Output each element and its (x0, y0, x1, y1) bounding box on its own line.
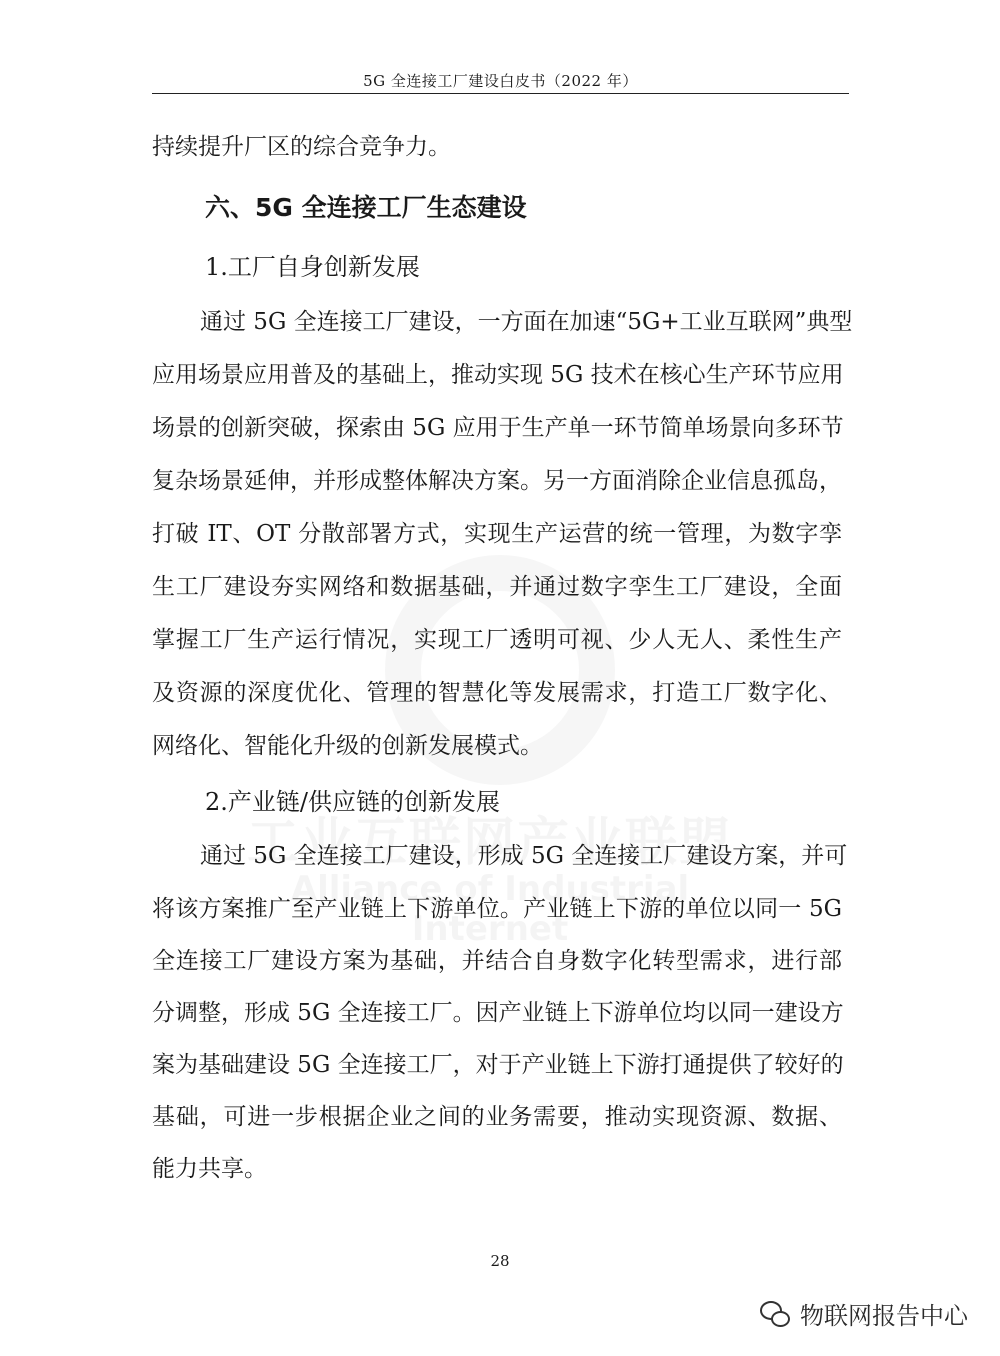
footer-brand (760, 1296, 968, 1331)
header-divider (152, 93, 849, 94)
paragraph-line: 能力共享。 (152, 1156, 267, 1182)
paragraph-line: 案为基础建设 5G 全连接工厂，对于产业链上下游打通提供了较好的 (152, 1052, 844, 1078)
wechat-icon (760, 1301, 790, 1327)
page-number: 28 (490, 1252, 510, 1270)
paragraph-line: 复杂场景延伸，并形成整体解决方案。另一方面消除企业信息孤岛， (152, 468, 842, 494)
footer-brand-label: 物联网报告中心 (800, 1302, 968, 1330)
subsection-heading-2: 2.产业链/供应链的创新发展 (205, 788, 500, 816)
intro-line: 持续提升厂区的综合竞争力。 (152, 134, 451, 160)
paragraph-line: 及资源的深度优化、管理的智慧化等发展需求，打造工厂数字化、 (152, 680, 842, 706)
paragraph-line: 应用场景应用普及的基础上，推动实现 5G 技术在核心生产环节应用 (152, 362, 844, 388)
paragraph-line: 掌握工厂生产运行情况，实现工厂透明可视、少人无人、柔性生产 (152, 627, 842, 653)
paragraph-line: 通过 5G 全连接工厂建设，一方面在加速“5G+工业互联网”典型 (200, 309, 853, 335)
subsection-heading-1: 1.工厂自身创新发展 (205, 253, 420, 281)
paragraph-line: 将该方案推广至产业链上下游单位。产业链上下游的单位以同一 5G (152, 896, 842, 922)
page-header: 5G 全连接工厂建设白皮书（2022 年） (363, 72, 638, 90)
paragraph-line: 生工厂建设夯实网络和数据基础，并通过数字孪生工厂建设，全面 (152, 574, 842, 600)
paragraph-line: 通过 5G 全连接工厂建设，形成 5G 全连接工厂建设方案，并可 (200, 843, 848, 869)
paragraph-line: 场景的创新突破，探索由 5G 应用于生产单一环节简单场景向多环节 (152, 415, 844, 441)
watermark (230, 800, 750, 949)
paragraph-line: 分调整，形成 5G 全连接工厂。因产业链上下游单位均以同一建设方 (152, 1000, 844, 1026)
section-heading: 六、5G 全连接工厂生态建设 (205, 193, 527, 222)
paragraph-line: 全连接工厂建设方案为基础，并结合自身数字化转型需求，进行部 (152, 948, 842, 974)
paragraph-line: 网络化、智能化升级的创新发展模式。 (152, 733, 543, 759)
paragraph-line: 打破 IT、OT 分散部署方式，实现生产运营的统一管理，为数字孪 (152, 521, 842, 547)
paragraph-line: 基础，可进一步根据企业之间的业务需要，推动实现资源、数据、 (152, 1104, 842, 1130)
